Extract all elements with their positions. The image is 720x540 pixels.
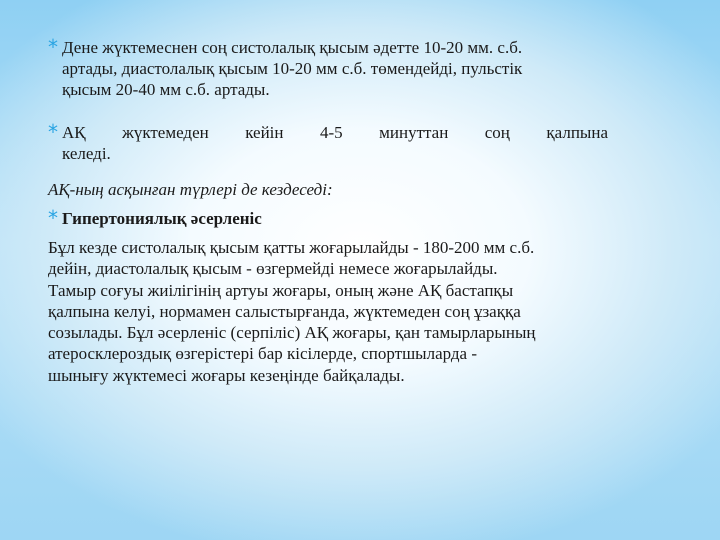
word: АҚ xyxy=(62,123,86,142)
paragraph-line: созылады. Бұл әсерленіс (серпіліс) АҚ жоғары, қан тамырларының xyxy=(48,323,536,343)
description-paragraph xyxy=(48,237,698,386)
word: жүктемеден xyxy=(122,123,209,142)
asterisk-bullet-icon: * xyxy=(48,120,58,144)
bullet-line xyxy=(62,122,608,143)
word: 4-5 xyxy=(319,123,343,142)
bullet-item-hypertonic-reaction xyxy=(48,208,688,229)
paragraph-line: Тамыр соғуы жиілігінің артуы жоғары, оның және АҚ бастапқы xyxy=(48,280,514,300)
word: минуттан xyxy=(379,123,449,142)
asterisk-bullet-icon: * xyxy=(48,206,58,230)
bullet-text xyxy=(62,122,608,164)
bullet-line: артады, диастолалық қысым 10-20 мм с.б. төмендейді, пульстік xyxy=(62,59,523,78)
word: қалпына xyxy=(546,123,608,142)
bullet-text xyxy=(62,37,522,100)
bullet-item-recovery xyxy=(48,122,688,164)
paragraph-line: қалпына келуі, нормамен салыстырғанда, жүктемеден соң ұзаққа xyxy=(48,301,521,321)
complications-note: АҚ-ның асқынған түрлері де кездеседі: xyxy=(48,180,333,199)
paragraph-line: дейін, диастолалық қысым - өзгермейді немесе жоғарылайды. xyxy=(48,259,498,279)
paragraph-line: Бұл кезде систолалық қысым қатты жоғарылайды - 180-200 мм с.б. xyxy=(48,238,535,257)
bullet-line: қысым 20-40 мм с.б. артады. xyxy=(62,80,270,99)
bullet-line: келеді. xyxy=(62,144,111,163)
word: кейін xyxy=(245,123,284,142)
word: соң xyxy=(484,123,510,142)
bullet-line: Дене жүктемеснен соң систолалық қысым әдетте 10-20 мм. с.б. xyxy=(62,38,523,57)
bullet-item-exercise-response xyxy=(48,37,688,100)
asterisk-bullet-icon: * xyxy=(48,35,58,59)
paragraph-line: атеросклероздық өзгерістері бар кісілерде, спортшыларда - xyxy=(48,344,478,364)
section-heading: Гипертониялық әсерленіс xyxy=(62,209,262,228)
paragraph-line: шынығу жүктемесі жоғары кезеңінде байқалады. xyxy=(48,365,405,385)
